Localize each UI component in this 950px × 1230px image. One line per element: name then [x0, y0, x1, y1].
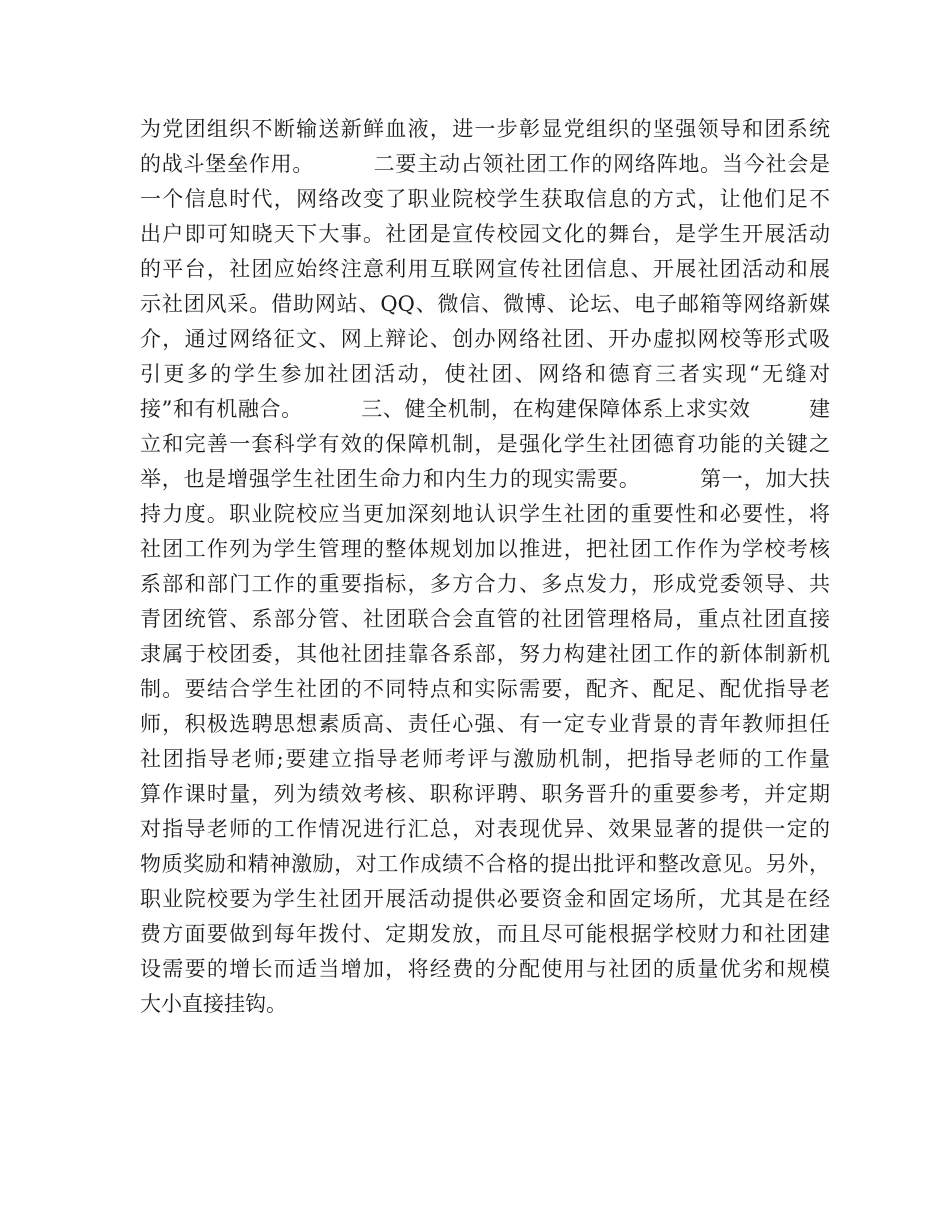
text-line: 算作课时量，列为绩效考核、职称评聘、职务晋升的重要参考，并定期 [140, 782, 830, 806]
text-line: 的平台，社团应始终注意利用互联网宣传社团信息、开展社团活动和展 [140, 257, 830, 281]
text-line: 一个信息时代，网络改变了职业院校学生获取信息的方式，让他们足不 [140, 187, 830, 211]
text-line: 大小直接挂钩。 [140, 992, 287, 1016]
text-line: 举，也是增强学生社团生命力和内生力的现实需要。 第一，加大扶 [140, 467, 830, 491]
text-line: 费方面要做到每年拨付、定期发放，而且尽可能根据学校财力和社团建 [140, 922, 830, 946]
text-line: 示社团风采。借助网站、QQ、微信、微博、论坛、电子邮箱等网络新媒 [140, 292, 830, 316]
text-line: 持力度。职业院校应当更加深刻地认识学生社团的重要性和必要性，将 [140, 502, 830, 526]
text-line: 对指导老师的工作情况进行汇总，对表现优异、效果显著的提供一定的 [140, 817, 830, 841]
text-line: 引更多的学生参加社团活动，使社团、网络和德育三者实现“无缝对 [140, 362, 830, 386]
text-line: 青团统管、系部分管、社团联合会直管的社团管理格局，重点社团直接 [140, 607, 830, 631]
text-line: 出户即可知晓天下大事。社团是宣传校园文化的舞台，是学生开展活动 [140, 222, 830, 246]
text-line: 设需要的增长而适当增加，将经费的分配使用与社团的质量优劣和规模 [140, 957, 830, 981]
text-line: 接”和有机融合。 三、健全机制，在构建保障体系上求实效 建 [140, 397, 830, 421]
text-line: 社团工作列为学生管理的整体规划加以推进，把社团工作作为学校考核 [140, 537, 830, 561]
text-line: 社团指导老师;要建立指导老师考评与激励机制，把指导老师的工作量 [140, 747, 830, 771]
text-line: 的战斗堡垒作用。 二要主动占领社团工作的网络阵地。当今社会是 [140, 152, 830, 176]
text-line: 师，积极选聘思想素质高、责任心强、有一定专业背景的青年教师担任 [140, 712, 830, 736]
text-line: 为党团组织不断输送新鲜血液，进一步彰显党组织的坚强领导和团系统 [140, 117, 830, 141]
body-text [140, 112, 830, 1022]
text-line: 系部和部门工作的重要指标，多方合力、多点发力，形成党委领导、共 [140, 572, 830, 596]
text-line: 职业院校要为学生社团开展活动提供必要资金和固定场所，尤其是在经 [140, 887, 830, 911]
text-line: 隶属于校团委，其他社团挂靠各系部，努力构建社团工作的新体制新机 [140, 642, 830, 666]
text-line: 物质奖励和精神激励，对工作成绩不合格的提出批评和整改意见。另外， [140, 852, 830, 876]
text-line: 介，通过网络征文、网上辩论、创办网络社团、开办虚拟网校等形式吸 [140, 327, 830, 351]
text-line: 制。要结合学生社团的不同特点和实际需要，配齐、配足、配优指导老 [140, 677, 830, 701]
text-line: 立和完善一套科学有效的保障机制，是强化学生社团德育功能的关键之 [140, 432, 830, 456]
